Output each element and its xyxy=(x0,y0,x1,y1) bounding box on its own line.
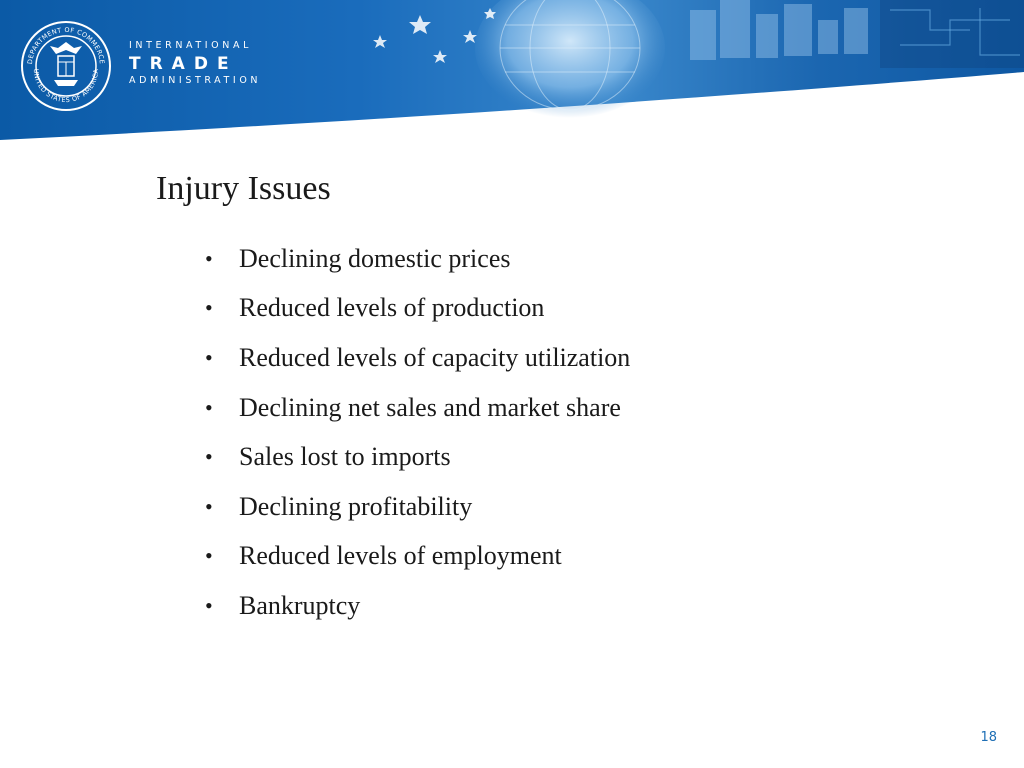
bullet-item xyxy=(205,532,630,582)
bullet-text: Declining domestic prices xyxy=(239,243,511,273)
bullet-text: Reduced levels of employment xyxy=(239,541,562,571)
bullet-item xyxy=(205,482,630,532)
bullet-list xyxy=(205,234,630,631)
department-seal xyxy=(20,20,112,112)
slide-title: Injury Issues xyxy=(156,170,331,207)
bullet-text: Declining net sales and market share xyxy=(239,392,621,422)
bullet-dot: • xyxy=(205,592,213,618)
bullet-item xyxy=(205,234,630,284)
bullet-text: Reduced levels of production xyxy=(239,293,545,323)
bullet-item xyxy=(205,284,630,334)
bullet-text: Reduced levels of capacity utilization xyxy=(239,342,631,372)
bullet-text: Declining profitability xyxy=(239,491,473,521)
bullet-text: Bankruptcy xyxy=(239,590,361,620)
logo-administration: ADMINISTRATION xyxy=(129,75,262,86)
bullet-item xyxy=(205,581,630,631)
bullet-item xyxy=(205,333,630,383)
page-number: 18 xyxy=(980,730,997,745)
logo-trade: TRADE xyxy=(129,54,238,74)
bullet-dot: • xyxy=(205,344,213,370)
bullet-dot: • xyxy=(205,543,213,569)
bullet-dot: • xyxy=(205,444,213,470)
svg-text:DEPARTMENT OF COMMERCE: DEPARTMENT OF COMMERCE xyxy=(25,25,106,65)
bullet-item xyxy=(205,383,630,433)
ita-logo-text xyxy=(129,40,261,87)
bullet-dot: • xyxy=(205,493,213,519)
logo-international: INTERNATIONAL xyxy=(129,40,252,51)
bullet-item xyxy=(205,432,630,482)
bullet-text: Sales lost to imports xyxy=(239,442,451,472)
bullet-dot: • xyxy=(205,245,213,271)
bullet-dot: • xyxy=(205,394,213,420)
svg-text:UNITED STATES OF AMERICA: UNITED STATES OF AMERICA xyxy=(31,68,101,105)
bullet-dot: • xyxy=(205,295,213,321)
